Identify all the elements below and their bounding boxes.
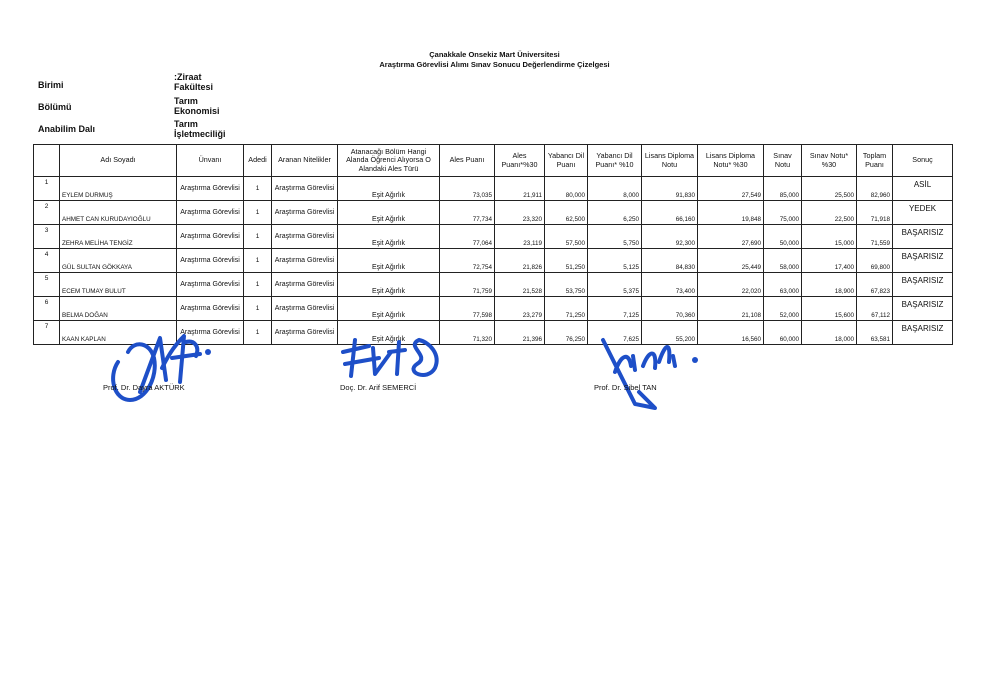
cell-ales-turu: Eşit Ağırlık [338,177,440,201]
cell-adet: 1 [244,177,272,201]
cell-ales30: 23,119 [495,225,545,249]
col-header-dil10: Yabancı Dil Puanı* %10 [588,145,642,177]
cell-dil10: 8,000 [588,177,642,201]
cell-dil: 62,500 [545,201,588,225]
col-header-sonuc: Sonuç [893,145,953,177]
cell-no: 1 [34,177,60,201]
cell-ales: 73,035 [440,177,495,201]
cell-sinav: 50,000 [764,225,802,249]
cell-sonuc: BAŞARISIZ [893,297,953,321]
cell-name: EYLEM DURMUŞ [60,177,177,201]
cell-sinav30: 25,500 [802,177,857,201]
table-row [34,201,953,225]
cell-name: ZEHRA MELİHA TENGİZ [60,225,177,249]
cell-ales-turu: Eşit Ağırlık [338,249,440,273]
cell-lisans30: 16,560 [698,321,764,345]
cell-nitelik: Araştırma Görevlisi [272,297,338,321]
bolumu-label: Bölümü [38,102,72,112]
cell-toplam: 71,559 [857,225,893,249]
cell-unvan: Araştırma Görevlisi [177,297,244,321]
cell-adet: 1 [244,273,272,297]
cell-name: BELMA DOĞAN [60,297,177,321]
col-header-unvan: Ünvanı [177,145,244,177]
cell-dil10: 5,750 [588,225,642,249]
cell-ales-turu: Eşit Ağırlık [338,297,440,321]
cell-lisans30: 19,848 [698,201,764,225]
cell-unvan: Araştırma Görevlisi [177,249,244,273]
cell-dil: 51,250 [545,249,588,273]
cell-dil: 57,500 [545,225,588,249]
cell-adet: 1 [244,225,272,249]
cell-sinav: 85,000 [764,177,802,201]
cell-ales-turu: Eşit Ağırlık [338,225,440,249]
cell-ales: 71,320 [440,321,495,345]
cell-sinav: 60,000 [764,321,802,345]
col-header-nitelik: Aranan Nitelikler [272,145,338,177]
cell-lisans: 91,830 [642,177,698,201]
results-table [33,144,953,345]
cell-nitelik: Araştırma Görevlisi [272,321,338,345]
cell-ales: 77,734 [440,201,495,225]
cell-name: KAAN KAPLAN [60,321,177,345]
birimi-label: Birimi [38,80,64,90]
document-title: Araştırma Görevlisi Alımı Sınav Sonucu Değerlendirme Çizelgesi [379,60,610,69]
cell-sinav30: 17,400 [802,249,857,273]
cell-name: ECEM TUMAY BULUT [60,273,177,297]
cell-ales: 77,064 [440,225,495,249]
cell-ales30: 21,528 [495,273,545,297]
cell-lisans30: 22,020 [698,273,764,297]
col-header-dil: Yabancı Dil Puanı [545,145,588,177]
cell-toplam: 63,581 [857,321,893,345]
cell-ales: 71,759 [440,273,495,297]
cell-sinav: 58,000 [764,249,802,273]
cell-lisans: 73,400 [642,273,698,297]
cell-no: 2 [34,201,60,225]
cell-sinav30: 22,500 [802,201,857,225]
cell-dil: 53,750 [545,273,588,297]
anabilim-label: Anabilim Dalı [38,124,96,134]
cell-lisans30: 27,549 [698,177,764,201]
cell-lisans30: 27,690 [698,225,764,249]
signature-2-name: Doç. Dr. Arif SEMERCİ [340,383,417,392]
cell-name: AHMET CAN KURUDAYIOĞLU [60,201,177,225]
signature-3-name: Prof. Dr. Sibel TAN [594,383,657,392]
table-row [34,273,953,297]
cell-sinav30: 15,000 [802,225,857,249]
cell-sonuc: BAŞARISIZ [893,249,953,273]
anabilim-value: Tarım İşletmeciliği [174,119,226,139]
col-header-toplam: Toplam Puanı [857,145,893,177]
table-row [34,225,953,249]
cell-nitelik: Araştırma Görevlisi [272,273,338,297]
cell-dil10: 5,125 [588,249,642,273]
cell-toplam: 71,918 [857,201,893,225]
cell-lisans: 92,300 [642,225,698,249]
cell-unvan: Araştırma Görevlisi [177,201,244,225]
cell-no: 3 [34,225,60,249]
cell-unvan: Araştırma Görevlisi [177,225,244,249]
cell-dil: 76,250 [545,321,588,345]
cell-ales30: 23,320 [495,201,545,225]
col-header-lisans: Lisans Diploma Notu [642,145,698,177]
cell-lisans30: 21,108 [698,297,764,321]
cell-toplam: 67,112 [857,297,893,321]
cell-ales30: 21,396 [495,321,545,345]
cell-toplam: 69,800 [857,249,893,273]
cell-dil: 71,250 [545,297,588,321]
cell-nitelik: Araştırma Görevlisi [272,225,338,249]
cell-ales30: 21,826 [495,249,545,273]
table-row [34,177,953,201]
col-header-sinav30: Sınav Notu* %30 [802,145,857,177]
col-header-name: Adı Soyadı [60,145,177,177]
signature-2-image [335,330,455,385]
col-header-ales-turu: Atanacağı Bölüm Hangi Alanda Öğrenci Alıyorsa O Alandaki Ales Türü [338,145,440,177]
cell-no: 5 [34,273,60,297]
cell-lisans: 70,360 [642,297,698,321]
table-row [34,297,953,321]
cell-no: 4 [34,249,60,273]
cell-ales: 72,754 [440,249,495,273]
cell-unvan: Araştırma Görevlisi [177,273,244,297]
cell-no: 6 [34,297,60,321]
cell-ales-turu: Eşit Ağırlık [338,201,440,225]
cell-sinav30: 18,900 [802,273,857,297]
cell-adet: 1 [244,321,272,345]
col-header-no [34,145,60,177]
cell-dil10: 6,250 [588,201,642,225]
cell-lisans: 66,160 [642,201,698,225]
cell-ales-turu: Eşit Ağırlık [338,321,440,345]
cell-sonuc: BAŞARISIZ [893,321,953,345]
cell-nitelik: Araştırma Görevlisi [272,177,338,201]
table-row [34,249,953,273]
cell-name: GÜL SULTAN GÖKKAYA [60,249,177,273]
cell-lisans: 55,200 [642,321,698,345]
bolumu-value: Tarım Ekonomisi [174,96,220,116]
col-header-ales30: Ales Puanı*%30 [495,145,545,177]
cell-adet: 1 [244,249,272,273]
cell-sonuc: ASİL [893,177,953,201]
cell-sinav: 63,000 [764,273,802,297]
cell-toplam: 67,823 [857,273,893,297]
cell-nitelik: Araştırma Görevlisi [272,249,338,273]
cell-dil10: 7,625 [588,321,642,345]
col-header-adet: Adedi [244,145,272,177]
cell-no: 7 [34,321,60,345]
cell-lisans30: 25,449 [698,249,764,273]
cell-unvan: Araştırma Görevlisi [177,177,244,201]
cell-ales30: 21,911 [495,177,545,201]
cell-sonuc: BAŞARISIZ [893,225,953,249]
cell-sonuc: YEDEK [893,201,953,225]
cell-dil10: 7,125 [588,297,642,321]
cell-unvan: Araştırma Görevlisi [177,321,244,345]
cell-adet: 1 [244,201,272,225]
table-body [34,177,953,345]
cell-sinav: 52,000 [764,297,802,321]
col-header-ales: Ales Puanı [440,145,495,177]
cell-sinav30: 15,600 [802,297,857,321]
cell-sinav: 75,000 [764,201,802,225]
col-header-sinav: Sınav Notu [764,145,802,177]
university-title: Çanakkale Onsekiz Mart Üniversitesi [429,50,560,59]
cell-ales-turu: Eşit Ağırlık [338,273,440,297]
birimi-value: :Ziraat Fakültesi [174,72,214,92]
cell-toplam: 82,960 [857,177,893,201]
signature-1-image [100,322,230,408]
cell-ales30: 23,279 [495,297,545,321]
cell-lisans: 84,830 [642,249,698,273]
signature-1-name: Prof. Dr. Dayra AKTÜRK [103,383,185,392]
cell-ales: 77,598 [440,297,495,321]
cell-dil: 80,000 [545,177,588,201]
table-header-row [34,145,953,177]
cell-adet: 1 [244,297,272,321]
cell-sonuc: BAŞARISIZ [893,273,953,297]
cell-nitelik: Araştırma Görevlisi [272,201,338,225]
signature-3-image [595,332,705,412]
col-header-lisans30: Lisans Diploma Notu* %30 [698,145,764,177]
cell-sinav30: 18,000 [802,321,857,345]
cell-dil10: 5,375 [588,273,642,297]
